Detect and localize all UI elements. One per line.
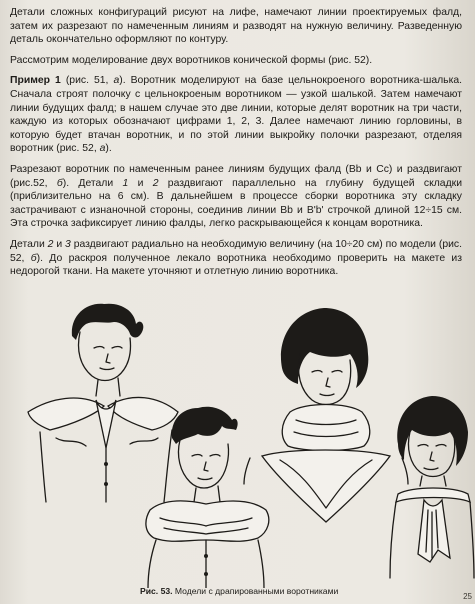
paragraph-3-text-c: ). <box>105 143 112 155</box>
model-sailor-collar-illustration <box>390 396 474 578</box>
paragraph-4-italic-a: б <box>56 177 63 189</box>
paragraph-2-text: Рассмотрим моделирование двух воротников конической формы (рис. 52). <box>10 54 373 66</box>
paragraph-3-italic-b: а <box>99 143 106 155</box>
paragraph-5-italic-c: б <box>30 252 37 264</box>
model-cowl-collar-illustration <box>244 308 408 522</box>
paragraph-4-text-c: и <box>128 177 153 189</box>
paragraph-3-text-b: ). Воротник моделируют на базе цельнокроеного воротника-шалька. Сначала строят полочку с цельнокроеным воротником — узкой шалькой. Затем намечают линии будущих фалд; в нашем случае это две линии, которые делят воротник на три части, каждую из которых обозначают цифрами 1, 2, 3. Далее намечают линию горловины, в которую будет втачан воротник, и по этой линии выкройку полочки разрезают, отделяя воротник (рис. 52, <box>10 75 463 155</box>
figure-caption-text: Модели с драпированными воротниками <box>174 586 339 596</box>
paragraph-4-italic-b: 1 <box>122 177 129 189</box>
paragraph-4-text-d: раздвигают параллельно на глубину будущей складки (приблизительно на 6 см). В дальнейшем в процессе сборки воротника эту складку застрачивают с изнаночной стороны, соединив линии Вb и B'b' строчкой длиной 12÷15 см. Эта строчка зафиксирует линию фалды, легко раскрывающейся к концам воротника. <box>10 177 462 230</box>
fashion-sketches <box>0 288 475 588</box>
model-bow-collar-illustration <box>28 304 178 502</box>
paragraph-4 <box>10 163 462 231</box>
example-heading: Пример 1 <box>10 75 61 87</box>
figure-number: Рис. 53. <box>140 586 173 596</box>
paragraph-5-text-a: Детали <box>10 238 48 250</box>
paragraph-1-text: Детали сложных конфигураций рисуют на лифе, намечают линии проектируемых фалд, затем их разрезают по намеченным линиям и разводят на нужную величину. Разведенную деталь окончательно оформляют по контуру. <box>10 7 462 46</box>
paragraph-5-italic-a: 2 <box>47 238 54 250</box>
paragraph-4-italic-c: 2 <box>152 177 159 189</box>
paragraph-5-text-d: ). До раскроя полученное лекало воротника необходимо проверить на макете из недорогой ткани. На макете уточняют и отлетную линию воротника. <box>10 252 462 278</box>
paragraph-5 <box>10 238 462 279</box>
body-text <box>10 6 462 286</box>
page-number: 25 <box>463 592 472 601</box>
paragraph-4-text-a: Разрезают воротник по намеченным ранее линиям будущих фалд (Вb и Сс) и раздвигают (рис.52, <box>10 163 462 189</box>
paragraph-5-text-c: раздвигают радиально на необходимую величину (на 10÷20 см) по модели (рис. 52, <box>10 238 463 264</box>
figure-caption <box>140 586 338 596</box>
paragraph-3-italic-a: а <box>113 75 120 87</box>
paragraph-5-italic-b: 3 <box>65 238 71 250</box>
paragraph-4-text-b: ). Детали <box>62 177 123 189</box>
paragraph-3 <box>10 74 462 156</box>
paragraph-1 <box>10 6 462 47</box>
paragraph-3-text-a: (рис. 51, <box>60 75 114 87</box>
paragraph-2 <box>10 54 462 68</box>
figure-53 <box>0 288 475 588</box>
paragraph-5-text-b: и <box>53 238 66 250</box>
